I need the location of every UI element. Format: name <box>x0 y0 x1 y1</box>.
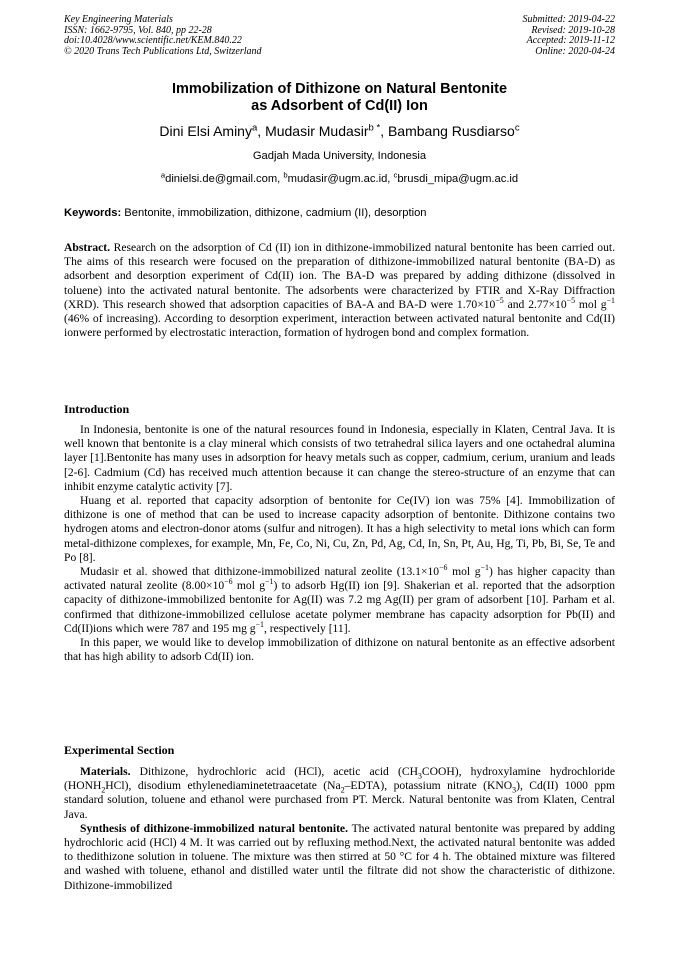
date-accepted: Accepted: 2019-11-12 <box>526 35 615 47</box>
date-revised: Revised: 2019-10-28 <box>531 24 615 36</box>
paragraph-text: COOH), hydroxylamine hydrochloride (HONH <box>64 765 615 793</box>
journal-info <box>64 15 262 57</box>
abstract-label: Abstract. <box>64 241 111 254</box>
paragraph-text: ), Cd(II) 1000 ppm standard solution, toluene and ethanol were purchased from PT. Merck. Natural bentonite was from Klaten, Central Java. <box>64 779 616 821</box>
author-3: Bambang Rusdiarso <box>387 123 515 139</box>
abstract-text: and 2.77×10 <box>503 297 567 311</box>
exponent: −6 <box>224 577 233 587</box>
journal-name: Key Engineering Materials <box>64 14 173 25</box>
author-emails <box>64 172 615 186</box>
exponent: −5 <box>566 295 576 305</box>
experimental-section <box>64 765 615 893</box>
journal-copyright: © 2020 Trans Tech Publications Ltd, Switzerland <box>64 45 262 57</box>
subscript: 2 <box>340 785 345 795</box>
subscript: 3 <box>417 771 422 781</box>
abstract-paragraph <box>64 241 615 340</box>
paragraph-text: Dithizone, hydrochloric acid (HCl), acetic acid (CH <box>130 765 418 778</box>
title-line-1: Immobilization of Dithizone on Natural Bentonite <box>171 81 508 97</box>
intro-paragraph-1: In Indonesia, bentonite is one of the natural resources found in Indonesia, especially in Klaten, Central Java. It is well known that bentonite is a clay mineral which consists of two tetrahedral silica layers and one octahedral alumina layer [1].Bentonite has many uses in adsorption for heavy metals such as copper, cadmium, cerium, uranium and leads [2-6]. Cadmium (Cd) has received much attention because it can change the stereo-structure of an enzyme that can inhibit enzyme catalytic activity [7]. <box>64 423 615 493</box>
paragraph-text: ) has higher capacity than activated natural zeolite (8.00×10 <box>64 565 615 593</box>
affiliation: Gadjah Mada University, Indonesia <box>252 150 427 162</box>
paragraph-text: –EDTA), potassium nitrate (KNO <box>344 779 513 793</box>
journal-doi: doi:10.4028/www.scientific.net/KEM.840.22 <box>64 35 242 47</box>
paragraph-text: ) to adsorb Hg(II) ion [9]. Shakerian et al. reported that the adsorption capacity of dithizone-immobilized bentonite for Ag(II) was 7.2 mg Ag(II) per gram of adsorbent [10]. Parham et al. confirmed that dithizone-immobilized cellulose acetate polymer membrane has capacity adsorption for Pb(II) and Cd(II)ions which were 787 and 195 mg g <box>64 579 616 635</box>
email-b: mudasir@ugm.ac.id, <box>287 173 394 185</box>
abstract-text: Research on the adsorption of Cd (II) ion in dithizone-immobilized natural bentonite has been carried out. The aims of this research were focused on the preparation of dithizone-immobilized natural bentonite (BA-D) as adsorbent and desorption experiment of Cd(II) ion. The BA-D was prepared by adding dithizone (dissolved in toluene) into the activated natural bentonite. The adsorbents were characterized by FTIR and X-Ray Diffraction (XRD). This research showed that adsorption capacities of BA-A and BA-D were 1.70×10 <box>64 241 615 311</box>
paragraph-text: The activated natural bentonite was prepared by adding hydrochloric acid (HCl) 4 M. It was carried out by refluxing method.Next, the activated natural bentonite was added to thedithizone solution in toluene. The mixture was then stirred at 50 °C for 4 h. The obtained mixture was filtered and washed with toluene, ethanol and distilled water until the filtrate did not show the characteristic of dithizone. Dithizone-immobilized <box>64 821 616 892</box>
author-2-mark: b * <box>368 122 381 134</box>
title-line-2: as Adsorbent of Cd(II) Ion <box>251 98 428 114</box>
abstract <box>64 241 615 340</box>
author-2: Mudasir Mudasir <box>265 123 369 139</box>
introduction-section <box>64 423 615 664</box>
exponent: −1 <box>255 619 264 629</box>
exponent: −1 <box>265 577 274 587</box>
synthesis-label: Synthesis of dithizone-immobilized natural bentonite. <box>80 821 348 835</box>
abstract-text: mol g <box>575 297 607 311</box>
intro-paragraph-3 <box>64 565 615 636</box>
author-list <box>64 123 615 140</box>
paragraph-text: , respectively [11]. <box>263 621 351 635</box>
author-3-mark: c <box>514 122 520 134</box>
keywords-text: Bentonite, immobilization, dithizone, cadmium (II), desorption <box>121 207 427 219</box>
date-online: Online: 2020-04-24 <box>535 45 615 57</box>
email-b-mark: b <box>283 170 288 180</box>
author-separator: , <box>380 123 388 139</box>
paragraph-text: Mudasir et al. showed that dithizone-immobilized natural zeolite (13.1×10 <box>80 565 440 579</box>
author-1: Dini Elsi Aminy <box>159 123 252 139</box>
paper-title <box>64 81 615 115</box>
journal-issn: ISSN: 1662-9795, Vol. 840, pp 22-28 <box>64 24 212 36</box>
experimental-heading: Experimental Section <box>64 743 175 757</box>
exponent: −6 <box>439 563 448 573</box>
author-separator: , <box>257 123 266 139</box>
email-a: dinielsi.de@gmail.com, <box>165 173 284 185</box>
email-c-mark: c <box>393 170 398 180</box>
synthesis-paragraph <box>64 822 615 893</box>
materials-paragraph <box>64 765 615 822</box>
date-submitted: Submitted: 2019-04-22 <box>522 14 615 25</box>
abstract-text: (46% of increasing). According to desorption experiment, interaction between activated natural bentonite and Cd(II) ionwere performed by electrostatic interaction, formation of hydrogen bond and complex formation. <box>64 312 615 340</box>
paragraph-text: HCl), disodium ethylenediaminetetraacetate (Na <box>105 779 341 793</box>
exponent: −5 <box>495 295 504 305</box>
email-a-mark: a <box>160 170 166 180</box>
keywords-label: Keywords: <box>64 207 122 219</box>
materials-label: Materials. <box>80 765 131 778</box>
paragraph-text: mol g <box>232 579 266 593</box>
keywords <box>64 206 615 220</box>
author-1-mark: a <box>251 122 258 134</box>
subscript: 2 <box>101 785 106 795</box>
introduction-heading: Introduction <box>64 402 130 416</box>
subscript: 3 <box>512 785 517 795</box>
exponent: −1 <box>480 563 489 573</box>
intro-paragraph-4: In this paper, we would like to develop immobilization of dithizone on natural bentonite as an effective adsorbent that has high ability to adsorb Cd(II) ion. <box>64 636 615 664</box>
email-c: brusdi_mipa@ugm.ac.id <box>397 173 519 185</box>
publication-dates <box>523 15 616 57</box>
exponent: −1 <box>606 295 615 305</box>
paragraph-text: mol g <box>447 565 481 579</box>
intro-paragraph-2: Huang et al. reported that capacity adsorption of bentonite for Ce(IV) ion was 75% [4]. Immobilization of dithizone is one of method that can be used to increase capacity adsorption of bentonite. Dithizone contains two hydrogen atoms and electron-donor atoms (sulfur and nitrogen). It has a high selectivity to metal ions which can form metal-dithizone complexes, for example, Mn, Fe, Co, Ni, Cu, Zn, Pd, Ag, Cd, In, Sn, Pt, Au, Hg, Ti, Pb, Bi, Se, Te and Po [8]. <box>64 494 615 564</box>
